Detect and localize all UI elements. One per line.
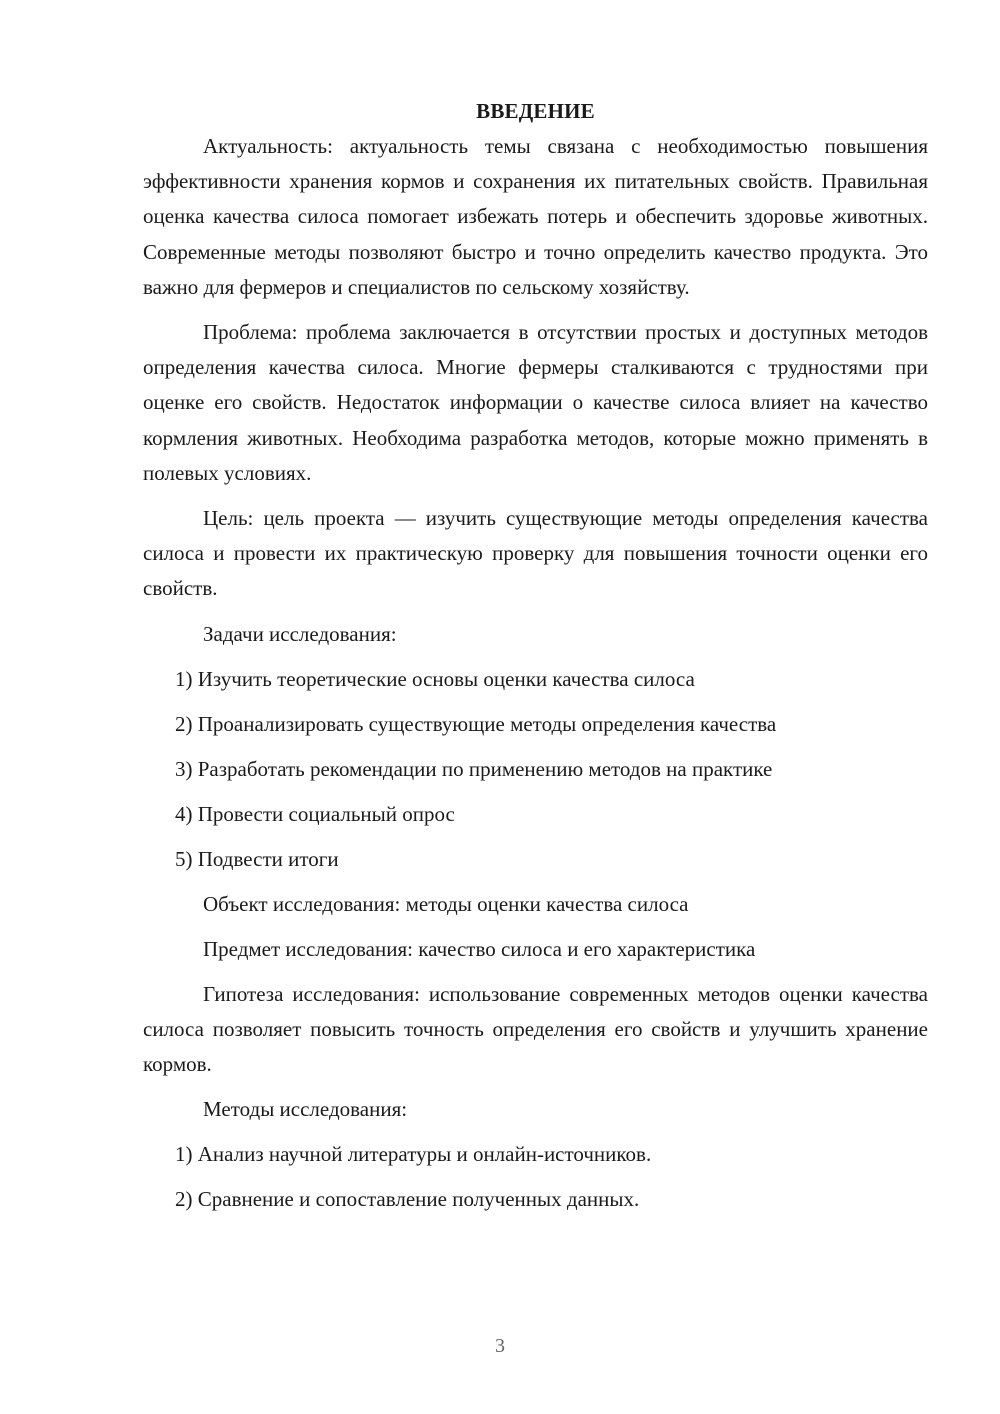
goal-paragraph: Цель: цель проекта — изучить существующие методы определения качества силоса и провести их практическую проверку для повышения точности оценки его свойств. xyxy=(143,506,928,601)
hypothesis-paragraph: Гипотеза исследования: использование современных методов оценки качества силоса позволяет повысить точность определения его свойств и улучшить хранение кормов. xyxy=(143,981,928,1077)
methods-title: Методы исследования: xyxy=(203,1097,408,1122)
tasks-title: Задачи исследования: xyxy=(203,621,397,646)
document-page xyxy=(143,94,928,1227)
section-heading: ВВЕДЕНИЕ xyxy=(476,99,595,123)
relevance-paragraph: Актуальность: актуальность темы связана с необходимостью повышения эффективности хранения кормов и сохранения их питательных свойств. Правильная оценка качества силоса помогает избежать потерь и обеспечить здоровье животных. Современные методы позволяют быстро и точно определить качество продукта. Это важно для фермеров и специалистов по сельскому хозяйству. xyxy=(143,134,928,299)
research-object: Объект исследования: методы оценки качества силоса xyxy=(203,891,689,916)
method-item-2: 2) Сравнение и сопоставление полученных данных. xyxy=(175,1187,640,1212)
task-item-1: 1) Изучить теоретические основы оценки качества силоса xyxy=(175,666,695,691)
method-item-1: 1) Анализ научной литературы и онлайн-источников. xyxy=(175,1142,652,1167)
research-subject: Предмет исследования: качество силоса и его характеристика xyxy=(203,936,756,961)
page-number: 3 xyxy=(495,1335,505,1357)
task-item-3: 3) Разработать рекомендации по применению методов на практике xyxy=(175,756,773,781)
task-item-2: 2) Проанализировать существующие методы определения качества xyxy=(175,711,777,736)
task-item-5: 5) Подвести итоги xyxy=(175,846,339,871)
task-item-4: 4) Провести социальный опрос xyxy=(175,801,455,826)
problem-paragraph: Проблема: проблема заключается в отсутствии простых и доступных методов определения качества силоса. Многие фермеры сталкиваются с трудностями при оценке его свойств. Недостаток информации о качестве силоса влияет на качество кормления животных. Необходима разработка методов, которые можно применять в полевых условиях. xyxy=(143,320,928,485)
